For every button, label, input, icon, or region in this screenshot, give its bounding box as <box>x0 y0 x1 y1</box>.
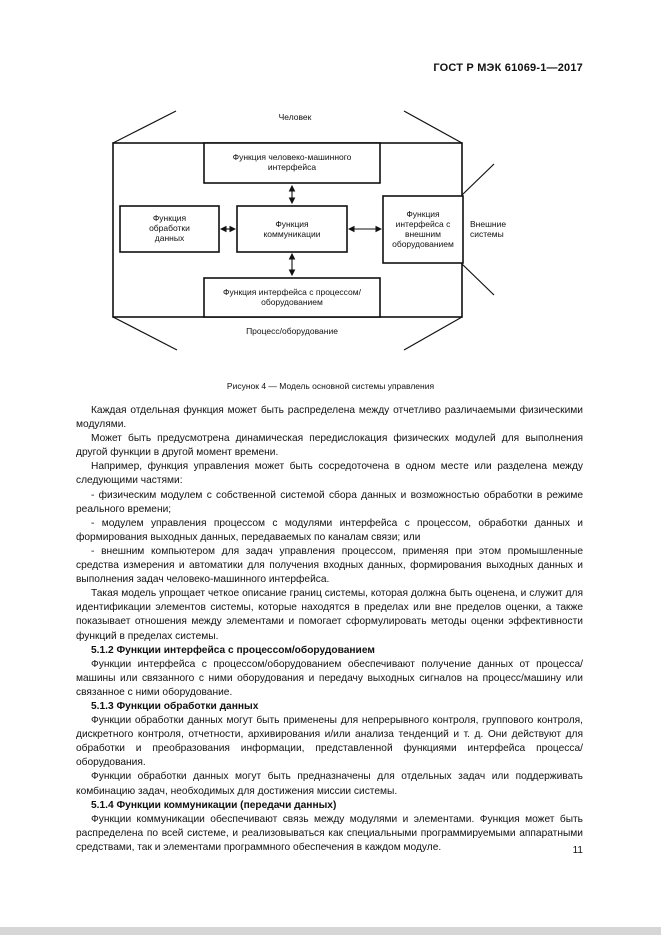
page-number: 11 <box>572 845 583 856</box>
paragraph: Функции коммуникации обеспечивают связь между модулями и элементами. Функция может быть распределена по всей системе, и реализовываться как специальными программируемыми аппаратными средствами, так и элементами программного обеспечения в каждом модуле. <box>76 813 583 853</box>
diagonal-line-bottom-right <box>404 317 462 350</box>
box-processing-label: Функция обработки данных <box>149 213 190 243</box>
paragraph: Функции обработки данных могут быть применены для непрерывного контроля, группового контроля, дискретного контроля, отчетности, архивирования и/или анализа тенденций и т. д. Они действуют для обработки и преобразования информации, представленной функциями интерфейса процесса/оборудования. <box>76 715 583 769</box>
diagonal-line-right-lower <box>462 264 494 295</box>
paragraph: Например, функция управления может быть сосредоточена в одном месте или разделена между следующими частями: <box>76 461 583 487</box>
box-hmi-label: Функция человеко-машинного интерфейса <box>232 152 352 172</box>
section-heading-5-1-3: 5.1.3 Функции обработки данных <box>91 700 259 712</box>
section-heading-5-1-4: 5.1.4 Функции коммуникации (передачи данных) <box>91 799 337 811</box>
box-communication-label: Функция коммуникации <box>263 219 321 239</box>
body-text <box>76 404 583 855</box>
list-item: - физическим модулем с собственной системой сбора данных и возможностью обработки в режиме реального времени; <box>76 489 583 515</box>
section-heading-5-1-2: 5.1.2 Функции интерфейса с процессом/оборудованием <box>91 644 375 656</box>
page-edge <box>0 927 661 935</box>
paragraph: Может быть предусмотрена динамическая передислокация физических модулей для выполнения другой функции в другой момент времени. <box>76 433 583 459</box>
diagonal-line-bottom-left <box>113 317 177 350</box>
label-human: Человек <box>278 112 312 122</box>
label-external-systems: Внешние системы <box>470 219 507 239</box>
paragraph: Такая модель упрощает четкое описание границ системы, которая должна быть оценена, и служит для идентификации элементов системы, которые находятся в пределах или вне пределов оценки, а также показывает отношения между элементами и помогает сформулировать методы оценки эффективности функций в пределах системы. <box>76 588 583 642</box>
paragraph: Функции интерфейса с процессом/оборудованием обеспечивают получение данных от процесса/машины или связанного с ними оборудования и передачу выходных сигналов на процесс/машину или связанное с ними оборудование. <box>76 658 583 698</box>
list-item: - внешним компьютером для задач управления процессом, применяя при этом промышленные средства измерения и автоматики для получения входных данных, формирования выходных данных и выполнения задач человеко-машинного интерфейса. <box>76 545 583 586</box>
diagonal-line-right-upper <box>462 164 494 195</box>
standard-code: ГОСТ Р МЭК 61069-1—2017 <box>433 62 583 74</box>
box-process-interface-label: Функция интерфейса с процессом/оборудованием <box>223 287 361 307</box>
paragraph: Функции обработки данных могут быть предназначены для отдельных задач или поддерживать комбинацию задач, необходимых для достижения миссии системы. <box>76 771 583 797</box>
label-process-equipment: Процесс/оборудование <box>246 326 338 336</box>
box-external-label: Функция интерфейса с внешним оборудованием <box>392 209 454 249</box>
paragraph: Каждая отдельная функция может быть распределена между отчетливо различаемыми физическими модулями. <box>76 405 583 431</box>
list-item: - модулем управления процессом с модулями интерфейса с процессом, обработки данных и формирования выходных данных, передаваемых по каналам связи; или <box>76 517 583 543</box>
system-model-diagram <box>0 0 661 380</box>
diagonal-line-top-right <box>404 111 462 143</box>
figure-caption: Рисунок 4 — Модель основной системы управления <box>226 381 435 391</box>
diagonal-line-top-left <box>113 111 176 143</box>
